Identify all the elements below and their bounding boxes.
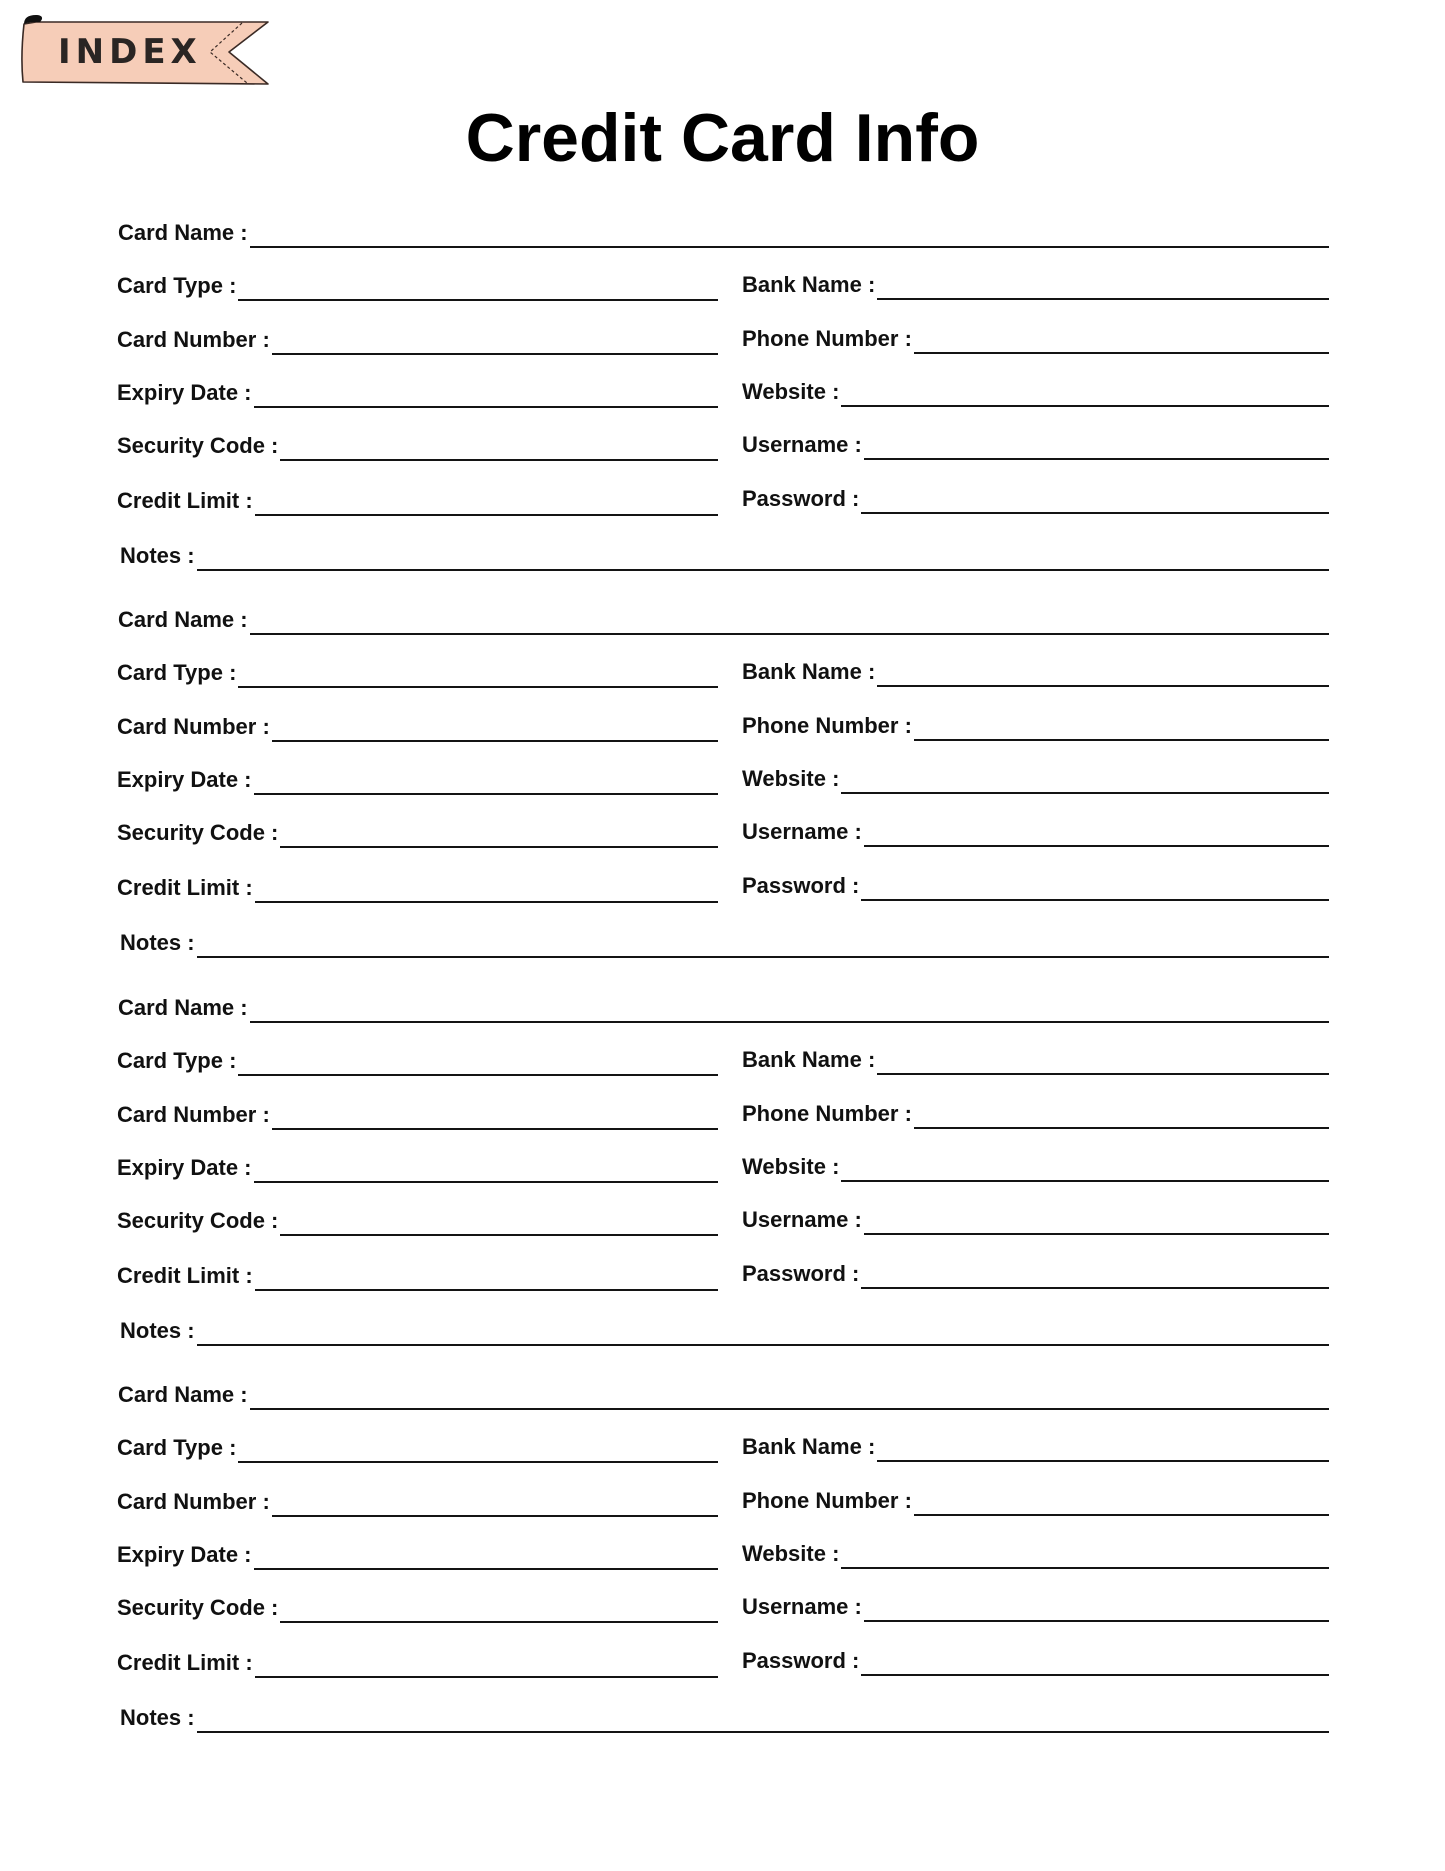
card-number-label: Card Number : [117, 327, 270, 352]
notes-field[interactable] [120, 1701, 1329, 1731]
credit-card-entry [0, 991, 1445, 1351]
password-field[interactable] [742, 1257, 1329, 1287]
security-code-field[interactable] [117, 1591, 718, 1621]
phone-number-label: Phone Number : [742, 713, 912, 739]
security-code-field[interactable] [117, 429, 718, 459]
security-code-input-line[interactable] [280, 1234, 718, 1236]
website-label: Website : [742, 379, 840, 404]
bank-name-label: Bank Name : [742, 659, 876, 685]
index-ribbon[interactable] [16, 12, 272, 88]
credit-limit-label: Credit Limit : [117, 1649, 253, 1675]
expiry-date-field[interactable] [117, 376, 718, 406]
username-label: Username : [742, 432, 862, 457]
phone-number-field[interactable] [742, 322, 1329, 352]
username-input-line[interactable] [864, 845, 1329, 847]
card-name-input-line[interactable] [250, 1408, 1329, 1410]
expiry-date-label: Expiry Date : [117, 1541, 252, 1567]
card-name-field[interactable] [118, 991, 1329, 1021]
card-name-input-line[interactable] [250, 246, 1329, 248]
username-label: Username : [742, 1593, 862, 1619]
card-number-input-line[interactable] [272, 740, 718, 742]
website-field[interactable] [742, 1150, 1329, 1180]
username-field[interactable] [742, 428, 1329, 458]
notes-label: Notes : [120, 543, 195, 568]
phone-number-input-line[interactable] [914, 1127, 1329, 1129]
card-name-input-line[interactable] [250, 633, 1329, 635]
card-type-field[interactable] [117, 269, 718, 299]
security-code-field[interactable] [117, 816, 718, 846]
card-type-label: Card Type : [117, 273, 237, 298]
password-input-line[interactable] [861, 899, 1329, 901]
card-name-label: Card Name : [118, 220, 248, 245]
card-name-field[interactable] [118, 1378, 1329, 1408]
card-name-label: Card Name : [118, 994, 248, 1020]
password-label: Password : [742, 1260, 860, 1286]
website-input-line[interactable] [841, 1567, 1329, 1569]
website-field[interactable] [742, 1537, 1329, 1567]
card-number-input-line[interactable] [272, 1515, 718, 1517]
expiry-date-input-line[interactable] [254, 793, 719, 795]
phone-number-field[interactable] [742, 709, 1329, 739]
card-type-label: Card Type : [117, 660, 237, 686]
expiry-date-input-line[interactable] [254, 1181, 719, 1183]
expiry-date-input-line[interactable] [254, 1568, 719, 1570]
card-name-field[interactable] [118, 216, 1329, 246]
notes-label: Notes : [120, 1317, 195, 1343]
bank-name-input-line[interactable] [877, 1460, 1329, 1462]
expiry-date-label: Expiry Date : [117, 1154, 252, 1180]
bank-name-label: Bank Name : [742, 272, 876, 297]
security-code-label: Security Code : [117, 1594, 279, 1620]
security-code-input-line[interactable] [280, 846, 718, 848]
password-label: Password : [742, 873, 860, 899]
security-code-label: Security Code : [117, 820, 279, 846]
credit-limit-field[interactable] [117, 871, 718, 901]
credit-limit-input-line[interactable] [255, 1676, 718, 1678]
card-number-field[interactable] [117, 710, 718, 740]
password-input-line[interactable] [861, 512, 1329, 514]
card-number-field[interactable] [117, 1485, 718, 1515]
phone-number-input-line[interactable] [914, 739, 1329, 741]
card-number-input-line[interactable] [272, 1128, 718, 1130]
card-number-input-line[interactable] [272, 353, 718, 355]
password-field[interactable] [742, 482, 1329, 512]
notes-input-line[interactable] [197, 1731, 1329, 1733]
credit-limit-label: Credit Limit : [117, 875, 253, 901]
password-label: Password : [742, 486, 860, 511]
password-input-line[interactable] [861, 1287, 1329, 1289]
expiry-date-label: Expiry Date : [117, 380, 252, 405]
security-code-label: Security Code : [117, 433, 279, 458]
website-input-line[interactable] [841, 792, 1329, 794]
username-field[interactable] [742, 1590, 1329, 1620]
card-type-field[interactable] [117, 656, 718, 686]
card-type-label: Card Type : [117, 1434, 237, 1460]
username-label: Username : [742, 1206, 862, 1232]
expiry-date-input-line[interactable] [254, 406, 719, 408]
security-code-input-line[interactable] [280, 459, 718, 461]
phone-number-input-line[interactable] [914, 352, 1329, 354]
card-name-label: Card Name : [118, 1381, 248, 1407]
bank-name-field[interactable] [742, 1430, 1329, 1460]
username-field[interactable] [742, 815, 1329, 845]
expiry-date-field[interactable] [117, 1538, 718, 1568]
security-code-label: Security Code : [117, 1207, 279, 1233]
card-type-input-line[interactable] [238, 686, 718, 688]
bank-name-input-line[interactable] [877, 298, 1329, 300]
website-label: Website : [742, 766, 840, 792]
notes-input-line[interactable] [197, 1344, 1329, 1346]
notes-label: Notes : [120, 930, 195, 956]
website-input-line[interactable] [841, 405, 1329, 407]
notes-field[interactable] [120, 539, 1329, 569]
username-label: Username : [742, 819, 862, 845]
website-label: Website : [742, 1153, 840, 1179]
credit-limit-field[interactable] [117, 1646, 718, 1676]
credit-limit-input-line[interactable] [255, 901, 718, 903]
website-field[interactable] [742, 375, 1329, 405]
bank-name-input-line[interactable] [877, 685, 1329, 687]
credit-card-entry [0, 216, 1445, 576]
password-field[interactable] [742, 869, 1329, 899]
website-label: Website : [742, 1540, 840, 1566]
phone-number-field[interactable] [742, 1097, 1329, 1127]
index-label: INDEX [58, 32, 202, 72]
password-field[interactable] [742, 1644, 1329, 1674]
card-name-field[interactable] [118, 603, 1329, 633]
card-type-input-line[interactable] [238, 1074, 718, 1076]
credit-limit-input-line[interactable] [255, 1289, 718, 1291]
phone-number-label: Phone Number : [742, 1487, 912, 1513]
password-label: Password : [742, 1647, 860, 1673]
card-name-input-line[interactable] [250, 1021, 1329, 1023]
username-input-line[interactable] [864, 1233, 1329, 1235]
card-number-label: Card Number : [117, 1101, 270, 1127]
bank-name-label: Bank Name : [742, 1433, 876, 1459]
username-input-line[interactable] [864, 458, 1329, 460]
expiry-date-field[interactable] [117, 763, 718, 793]
page-title: Credit Card Info [465, 100, 980, 176]
notes-label: Notes : [120, 1704, 195, 1730]
credit-limit-label: Credit Limit : [117, 488, 253, 513]
phone-number-field[interactable] [742, 1484, 1329, 1514]
bank-name-label: Bank Name : [742, 1046, 876, 1072]
phone-number-label: Phone Number : [742, 1100, 912, 1126]
card-number-label: Card Number : [117, 714, 270, 740]
expiry-date-label: Expiry Date : [117, 767, 252, 793]
card-type-field[interactable] [117, 1431, 718, 1461]
card-type-label: Card Type : [117, 1047, 237, 1073]
card-number-field[interactable] [117, 323, 718, 353]
security-code-field[interactable] [117, 1204, 718, 1234]
credit-limit-field[interactable] [117, 1259, 718, 1289]
password-input-line[interactable] [861, 1674, 1329, 1676]
notes-input-line[interactable] [197, 569, 1329, 571]
notes-field[interactable] [120, 926, 1329, 956]
phone-number-input-line[interactable] [914, 1514, 1329, 1516]
notes-field[interactable] [120, 1314, 1329, 1344]
card-type-input-line[interactable] [238, 1461, 718, 1463]
website-field[interactable] [742, 762, 1329, 792]
website-input-line[interactable] [841, 1180, 1329, 1182]
security-code-input-line[interactable] [280, 1621, 718, 1623]
expiry-date-field[interactable] [117, 1151, 718, 1181]
username-input-line[interactable] [864, 1620, 1329, 1622]
card-number-field[interactable] [117, 1098, 718, 1128]
card-type-field[interactable] [117, 1044, 718, 1074]
credit-limit-field[interactable] [117, 484, 718, 514]
bank-name-field[interactable] [742, 268, 1329, 298]
card-number-label: Card Number : [117, 1488, 270, 1514]
credit-limit-label: Credit Limit : [117, 1262, 253, 1288]
credit-card-entry [0, 603, 1445, 963]
card-type-input-line[interactable] [238, 299, 718, 301]
bank-name-input-line[interactable] [877, 1073, 1329, 1075]
bank-name-field[interactable] [742, 1043, 1329, 1073]
notes-input-line[interactable] [197, 956, 1329, 958]
card-name-label: Card Name : [118, 607, 248, 633]
credit-card-entry [0, 1378, 1445, 1738]
phone-number-label: Phone Number : [742, 326, 912, 351]
credit-limit-input-line[interactable] [255, 514, 718, 516]
username-field[interactable] [742, 1203, 1329, 1233]
bank-name-field[interactable] [742, 655, 1329, 685]
